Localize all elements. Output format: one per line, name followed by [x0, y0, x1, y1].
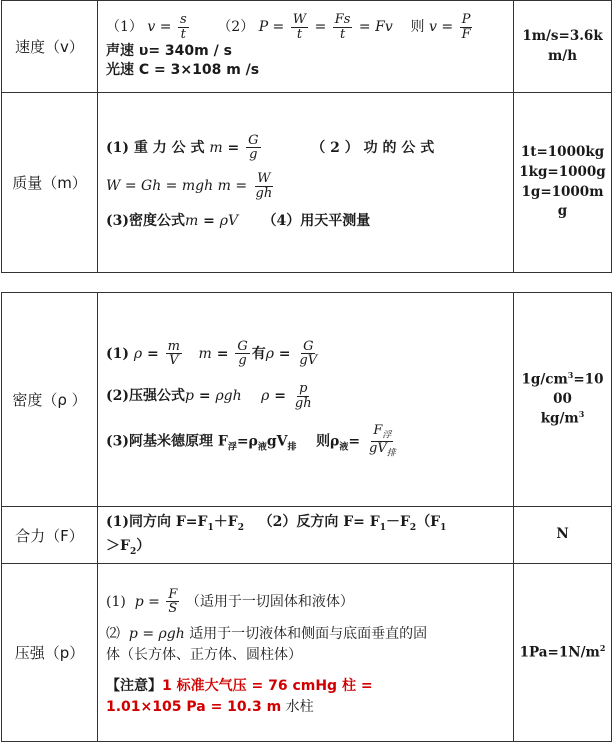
- quantity-cell: 合力（F）: [2, 507, 98, 564]
- row-speed: [2, 1, 612, 93]
- mass-line-1: (1) 重 力 公 式 m = $\frac{G}{g}$ （ 2 ） 功 的 公 式: [106, 132, 435, 163]
- quantity-cell: 质量（m）: [2, 93, 98, 273]
- mass-line-3: (3)密度公式m = ρV （4）用天平测量: [106, 213, 371, 230]
- row-density: [2, 293, 612, 507]
- pressure-line-3: 体（长方体、正方体、圆柱体）: [106, 647, 302, 664]
- formula-table-1: [1, 0, 612, 273]
- pressure-notice: 【注意】1 标准大气压 = 76 cmHg 柱 =: [106, 678, 373, 695]
- mass-line-2: W = Gh = mgh m = $\frac{W}{gh}$: [106, 171, 273, 201]
- quantity-cell: 速度（v）: [2, 1, 98, 93]
- unit-cell: $1Pa=1N/m^2$: [514, 564, 612, 742]
- quantity-cell: 密度（ρ ）: [2, 293, 98, 507]
- pressure-notice-2: 1.01×105 Pa = 10.3 m 水柱: [106, 699, 314, 716]
- row-resultant: [2, 507, 612, 564]
- unit-cell: 1m/s=3.6k m/h: [514, 1, 612, 93]
- formula-cell: [98, 293, 514, 507]
- formula-cell: [98, 1, 514, 93]
- density-line-3: (3)阿基米德原理 $F_浮=\rho_液gV_排$ 则$\rho_液=$ $\frac{F_浮}{gV_排}$: [106, 423, 396, 459]
- row-pressure: [2, 564, 612, 742]
- pressure-line-2: ⑵ p = ρgh 适用于一切液体和侧面与底面垂直的固: [106, 626, 428, 643]
- unit-cell: $1g/cm^3=10$ 00 $kg/m^3$: [514, 293, 612, 507]
- unit-cell: N: [514, 507, 612, 564]
- sound-speed: 声速 υ= 340m / s: [106, 42, 232, 59]
- pressure-line-1: (1) p = $\frac{F}{S}$ （适用于一切固体和液体）: [106, 586, 354, 617]
- formula-cell: [98, 93, 514, 273]
- unit-cell: 1t=1000kg 1kg=1000g 1g=1000m g: [514, 93, 612, 273]
- light-speed: 光速 C = 3×108 m /s: [106, 61, 260, 78]
- formula-table-2: [1, 292, 612, 742]
- formula-cell: [98, 564, 514, 742]
- speed-formulas: （1） v = $\frac{s}{t}$ （2） P = $\frac{W}{t}$ = $\frac{Fs}{t}$ = Fv 则 v = $\frac{P}{F}$: [106, 12, 471, 43]
- quantity-cell: 压强（p）: [2, 564, 98, 742]
- formula-cell: (1)同方向 $F=F_1+F_2$ （2）反方向 $F= F_1-F_2(F_1$ $>F_2$）: [98, 507, 514, 564]
- density-line-2: (2)压强公式p = ρgh ρ = $\frac{p}{gh}$: [106, 380, 312, 411]
- row-mass: [2, 93, 612, 273]
- density-line-1: (1) ρ = $\frac{m}{V}$ m = $\frac{G}{g}$ 有ρ = $\frac{G}{gV}$: [106, 338, 318, 369]
